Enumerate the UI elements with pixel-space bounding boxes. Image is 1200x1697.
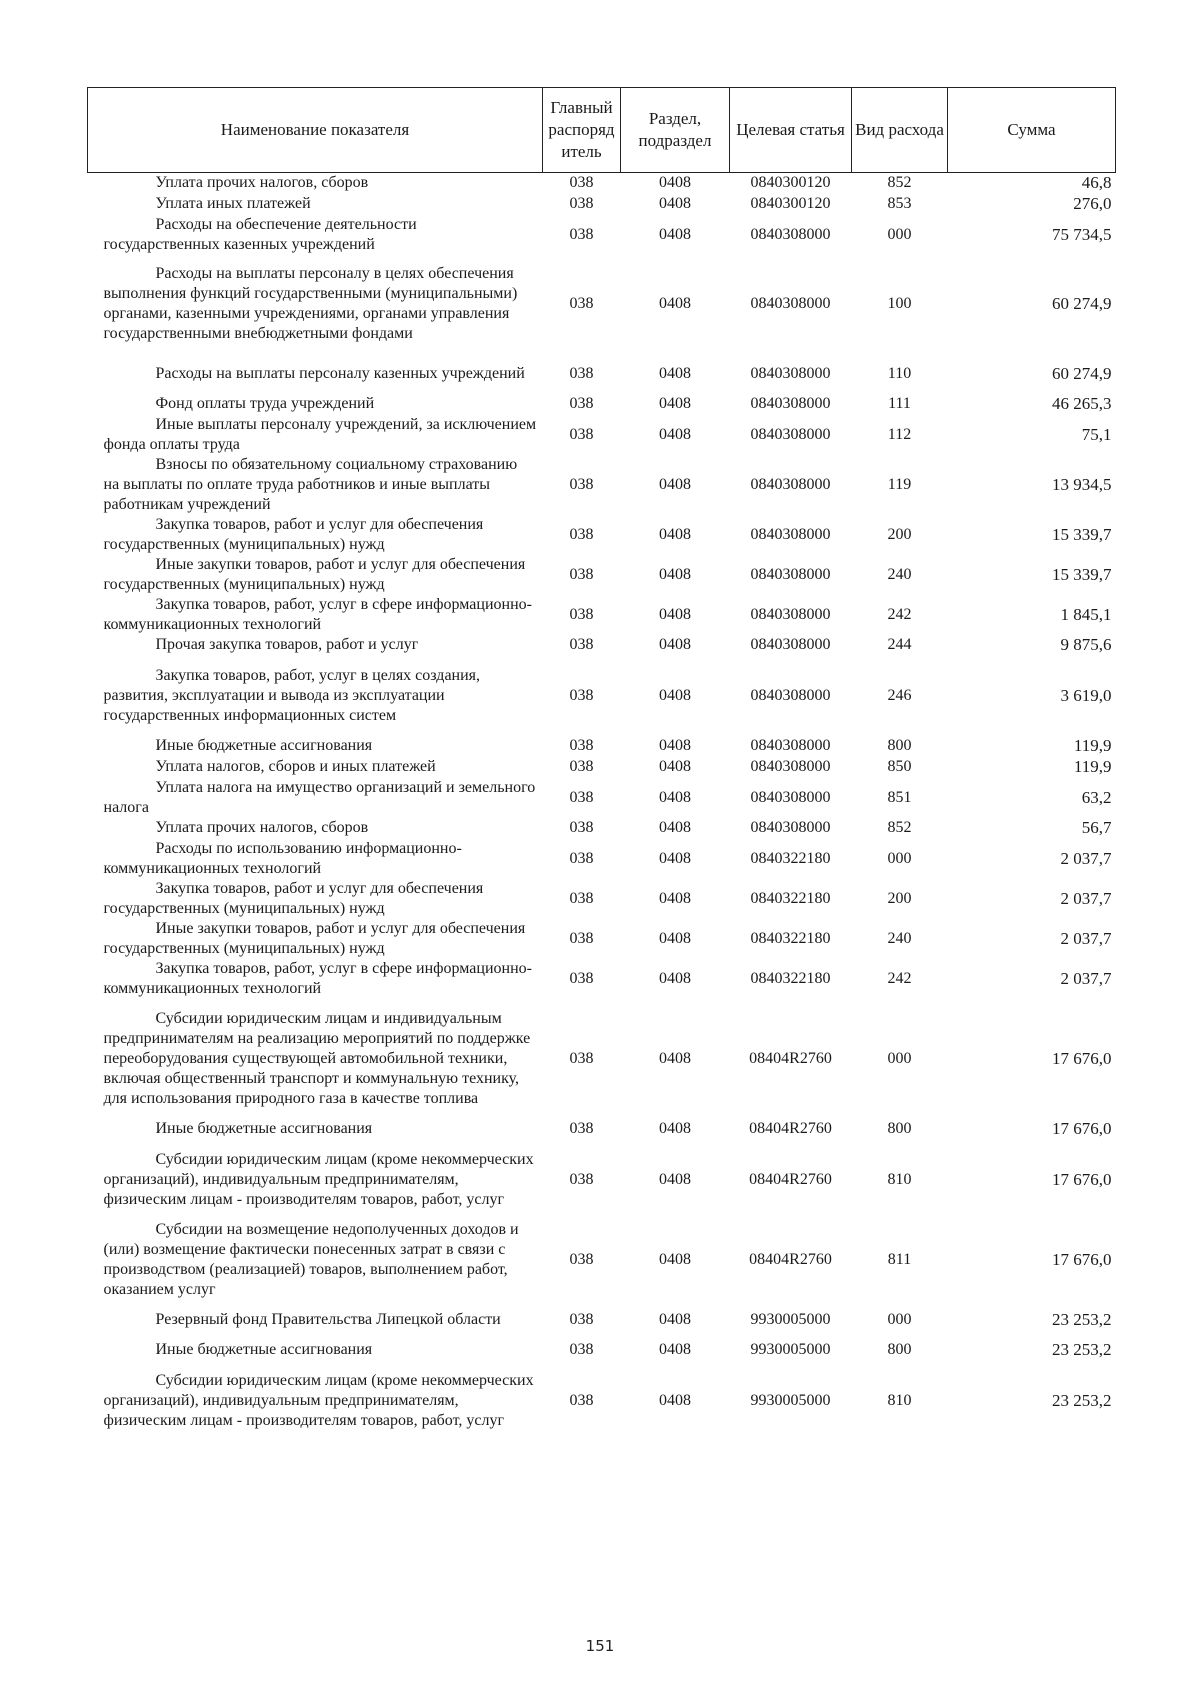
table-row (88, 839, 1116, 879)
table-row (88, 919, 1116, 959)
row-sum: 3 619,0 (1060, 685, 1112, 705)
table-row (88, 255, 1116, 354)
row-cs: 0840308000 (750, 395, 831, 412)
table-row (88, 1140, 1116, 1220)
row-cs: 0840308000 (750, 295, 831, 312)
row-gr: 038 (569, 605, 594, 623)
row-sum: 17 676,0 (1052, 1048, 1112, 1068)
table-row (88, 818, 1116, 839)
row-gr: 038 (569, 525, 594, 543)
table-row (88, 194, 1116, 215)
table-row (88, 635, 1116, 656)
row-sum: 9 875,6 (1060, 635, 1112, 654)
row-name: Резервный фонд Правительства Липецкой области (155, 1310, 501, 1328)
table-row (88, 1361, 1116, 1441)
row-gr: 038 (569, 819, 594, 836)
row-rz: 0408 (659, 565, 691, 583)
row-sum: 15 339,7 (1052, 524, 1112, 544)
row-rz: 0408 (659, 605, 691, 623)
row-gr: 038 (569, 475, 594, 493)
row-name: Субсидии юридическим лицам (кроме некоммерческих организаций), индивидуальным предпринимателям, физическим лицам - производителям товаров, работ, услуг (103, 1371, 534, 1429)
row-sum: 119,9 (1073, 736, 1112, 755)
row-gr: 038 (569, 636, 594, 653)
row-cs: 9930005000 (750, 1341, 831, 1358)
row-name: Субсидии на возмещение недополученных доходов и (или) возмещение фактически понесенных затрат в связи с производством (реализацией) товаров, выполнением работ, оказанием услуг (103, 1220, 519, 1298)
row-name: Иные бюджетные ассигнования (155, 1120, 373, 1137)
row-rz: 0408 (659, 525, 691, 543)
row-sum: 46,8 (1081, 173, 1112, 193)
row-gr: 038 (569, 1310, 594, 1328)
row-rz: 0408 (659, 969, 691, 987)
table-row (88, 1340, 1116, 1361)
row-vr: 810 (887, 1391, 912, 1409)
row-rz: 0408 (659, 364, 691, 382)
table-row (88, 778, 1116, 818)
row-gr: 038 (569, 758, 594, 775)
row-vr: 200 (887, 889, 912, 907)
row-vr: 242 (887, 605, 912, 623)
row-name: Иные выплаты персоналу учреждений, за исключением фонда оплаты труда (103, 415, 537, 453)
row-cs: 0840308000 (750, 737, 831, 754)
row-vr: 852 (887, 819, 912, 836)
row-vr: 000 (887, 849, 912, 867)
row-rz: 0408 (659, 1341, 691, 1358)
row-gr: 038 (569, 788, 594, 806)
row-name: Субсидии юридическим лицам (кроме некоммерческих организаций), индивидуальным предпринимателям, физическим лицам - производителям товаров, работ, услуг (103, 1150, 534, 1208)
row-vr: 800 (887, 737, 912, 754)
row-gr: 038 (569, 1341, 594, 1358)
header-name: Наименование показателя (88, 88, 543, 173)
row-cs: 0840308000 (750, 819, 831, 836)
row-gr: 038 (569, 1391, 594, 1409)
row-sum: 60 274,9 (1052, 294, 1112, 313)
table-row (88, 354, 1116, 394)
row-rz: 0408 (659, 1250, 691, 1268)
row-name: Уплата налога на имущество организаций и земельного налога (103, 778, 536, 816)
row-cs: 9930005000 (750, 1391, 831, 1409)
row-cs: 0840308000 (750, 788, 831, 806)
row-name: Иные бюджетные ассигнования (155, 1341, 373, 1358)
row-cs: 0840300120 (750, 174, 831, 192)
row-cs: 0840322180 (750, 889, 831, 907)
table-row (88, 999, 1116, 1119)
row-sum: 2 037,7 (1060, 848, 1112, 868)
row-sum: 17 676,0 (1052, 1249, 1112, 1269)
row-vr: 800 (887, 1120, 912, 1137)
row-sum: 56,7 (1081, 818, 1112, 837)
budget-table (87, 87, 1116, 1441)
header-cs: Целевая статья (730, 88, 852, 173)
row-vr: 119 (887, 475, 912, 493)
row-name: Прочая закупка товаров, работ и услуг (155, 636, 419, 653)
row-name: Взносы по обязательному социальному страхованию на выплаты по оплате труда работников и иные выплаты работникам учреждений (103, 455, 518, 513)
row-gr: 038 (569, 295, 594, 312)
row-name: Иные закупки товаров, работ и услуг для обеспечения государственных (муниципальных) нужд (103, 555, 526, 593)
row-rz: 0408 (659, 737, 691, 754)
row-gr: 038 (569, 174, 594, 192)
row-name: Расходы по использованию информационно-коммуникационных технологий (103, 839, 462, 877)
row-name: Уплата иных платежей (155, 195, 311, 212)
row-gr: 038 (569, 395, 594, 412)
row-cs: 0840322180 (750, 969, 831, 987)
table-row (88, 1300, 1116, 1340)
row-gr: 038 (569, 1250, 594, 1268)
row-name: Расходы на выплаты персоналу в целях обеспечения выполнения функций государственными (муниципальными) органами, казенными учреждениями, органами управления государственными внебюджетными фондами (103, 265, 518, 342)
row-cs: 0840308000 (750, 758, 831, 775)
row-sum: 2 037,7 (1060, 888, 1112, 908)
row-sum: 13 934,5 (1052, 474, 1112, 494)
row-sum: 1 845,1 (1060, 604, 1112, 624)
table-row (88, 595, 1116, 635)
row-rz: 0408 (659, 1049, 691, 1067)
row-rz: 0408 (659, 849, 691, 867)
row-cs: 0840322180 (750, 929, 831, 947)
row-name: Иные бюджетные ассигнования (155, 737, 373, 754)
row-gr: 038 (569, 1120, 594, 1137)
row-gr: 038 (569, 364, 594, 382)
row-name: Расходы на обеспечение деятельности государственных казенных учреждений (103, 215, 417, 253)
row-cs: 0840308000 (750, 475, 831, 493)
row-vr: 246 (887, 686, 912, 704)
row-sum: 63,2 (1081, 787, 1112, 807)
table-row (88, 879, 1116, 919)
row-gr: 038 (569, 889, 594, 907)
row-cs: 0840322180 (750, 849, 831, 867)
page-number: 151 (585, 1637, 615, 1655)
table-row (88, 1220, 1116, 1300)
row-name: Уплата прочих налогов, сборов (155, 819, 369, 836)
row-vr: 000 (887, 225, 912, 243)
table-row (88, 455, 1116, 515)
row-rz: 0408 (659, 1170, 691, 1188)
row-cs: 0840308000 (750, 225, 831, 243)
row-vr: 200 (887, 525, 912, 543)
row-gr: 038 (569, 225, 594, 243)
table-row (88, 173, 1116, 194)
table-body (88, 173, 1116, 1441)
row-sum: 17 676,0 (1052, 1119, 1112, 1138)
table-row (88, 215, 1116, 255)
row-rz: 0408 (659, 475, 691, 493)
row-rz: 0408 (659, 788, 691, 806)
row-rz: 0408 (659, 819, 691, 836)
row-gr: 038 (569, 929, 594, 947)
row-vr: 852 (887, 174, 912, 192)
row-rz: 0408 (659, 929, 691, 947)
row-rz: 0408 (659, 174, 691, 192)
row-cs: 08404R2760 (749, 1120, 832, 1137)
row-gr: 038 (569, 686, 594, 704)
row-rz: 0408 (659, 195, 691, 212)
row-rz: 0408 (659, 1120, 691, 1137)
row-cs: 0840300120 (750, 195, 831, 212)
row-cs: 08404R2760 (749, 1170, 832, 1188)
row-cs: 0840308000 (750, 605, 831, 623)
row-rz: 0408 (659, 1310, 691, 1328)
row-rz: 0408 (659, 225, 691, 243)
row-sum: 17 676,0 (1052, 1169, 1112, 1189)
table-row (88, 394, 1116, 415)
row-rz: 0408 (659, 758, 691, 775)
row-sum: 46 265,3 (1052, 394, 1112, 413)
row-vr: 111 (888, 395, 911, 412)
row-cs: 0840308000 (750, 565, 831, 583)
row-name: Фонд оплаты труда учреждений (155, 395, 375, 412)
row-sum: 15 339,7 (1052, 564, 1112, 584)
row-name: Закупка товаров, работ и услуг для обеспечения государственных (муниципальных) нужд (103, 515, 484, 553)
row-vr: 242 (887, 969, 912, 987)
row-sum: 23 253,2 (1052, 1309, 1112, 1329)
row-gr: 038 (569, 969, 594, 987)
row-sum: 2 037,7 (1060, 928, 1112, 948)
row-gr: 038 (569, 1049, 594, 1067)
row-name: Субсидии юридическим лицам и индивидуальным предпринимателям на реализацию мероприятий по поддержке переоборудования существующей автомобильной техники, включая общественный транспорт и коммунальную технику, для использования природного газа в качестве топлива (103, 1009, 531, 1107)
table-row (88, 757, 1116, 778)
row-cs: 9930005000 (750, 1310, 831, 1328)
table-row (88, 555, 1116, 595)
row-vr: 851 (887, 788, 912, 806)
table-row (88, 656, 1116, 736)
row-name: Уплата налогов, сборов и иных платежей (155, 758, 436, 775)
row-vr: 800 (887, 1341, 912, 1358)
row-rz: 0408 (659, 295, 691, 312)
row-name: Закупка товаров, работ, услуг в сфере информационно-коммуникационных технологий (103, 595, 532, 633)
row-cs: 08404R2760 (749, 1250, 832, 1268)
row-gr: 038 (569, 565, 594, 583)
row-name: Закупка товаров, работ, услуг в целях создания, развития, эксплуатации и вывода из эксплуатации государственных информационных систем (103, 666, 481, 724)
row-vr: 100 (887, 295, 912, 312)
row-sum: 23 253,2 (1052, 1390, 1112, 1410)
row-cs: 0840308000 (750, 525, 831, 543)
row-rz: 0408 (659, 395, 691, 412)
table-row (88, 1119, 1116, 1140)
row-rz: 0408 (659, 636, 691, 653)
row-sum: 75 734,5 (1052, 224, 1112, 244)
row-vr: 240 (887, 565, 912, 583)
row-name: Уплата прочих налогов, сборов (155, 174, 369, 192)
row-gr: 038 (569, 425, 594, 443)
table-row (88, 736, 1116, 757)
row-vr: 850 (887, 758, 912, 775)
row-sum: 75,1 (1081, 424, 1112, 444)
row-rz: 0408 (659, 425, 691, 443)
row-gr: 038 (569, 1170, 594, 1188)
header-gr: Главный распоряд итель (543, 88, 621, 173)
row-cs: 0840308000 (750, 686, 831, 704)
row-name: Иные закупки товаров, работ и услуг для обеспечения государственных (муниципальных) нужд (103, 919, 526, 957)
row-vr: 000 (887, 1049, 912, 1067)
row-cs: 0840308000 (750, 364, 831, 382)
table-row (88, 959, 1116, 999)
row-vr: 811 (887, 1250, 912, 1268)
row-vr: 244 (887, 636, 912, 653)
row-name: Расходы на выплаты персоналу казенных учреждений (155, 364, 525, 382)
row-cs: 0840308000 (750, 425, 831, 443)
row-vr: 853 (887, 195, 912, 212)
table-row (88, 515, 1116, 555)
row-gr: 038 (569, 737, 594, 754)
row-rz: 0408 (659, 889, 691, 907)
row-cs: 0840308000 (750, 636, 831, 653)
row-sum: 23 253,2 (1052, 1340, 1112, 1359)
row-vr: 112 (887, 425, 912, 443)
row-vr: 110 (887, 364, 912, 382)
header-vr: Вид расхода (852, 88, 948, 173)
row-gr: 038 (569, 195, 594, 212)
row-vr: 000 (887, 1310, 912, 1328)
row-name: Закупка товаров, работ, услуг в сфере информационно-коммуникационных технологий (103, 959, 532, 997)
row-vr: 810 (887, 1170, 912, 1188)
row-cs: 08404R2760 (749, 1049, 832, 1067)
row-sum: 2 037,7 (1060, 968, 1112, 988)
row-rz: 0408 (659, 686, 691, 704)
row-vr: 240 (887, 929, 912, 947)
row-sum: 119,9 (1073, 757, 1112, 776)
row-sum: 276,0 (1073, 194, 1112, 213)
table-row (88, 415, 1116, 455)
table-header (88, 88, 1116, 173)
row-name: Закупка товаров, работ и услуг для обеспечения государственных (муниципальных) нужд (103, 879, 484, 917)
row-gr: 038 (569, 849, 594, 867)
header-sum: Сумма (948, 88, 1116, 173)
row-sum: 60 274,9 (1052, 363, 1112, 383)
header-rz: Раздел, подраздел (621, 88, 730, 173)
row-rz: 0408 (659, 1391, 691, 1409)
